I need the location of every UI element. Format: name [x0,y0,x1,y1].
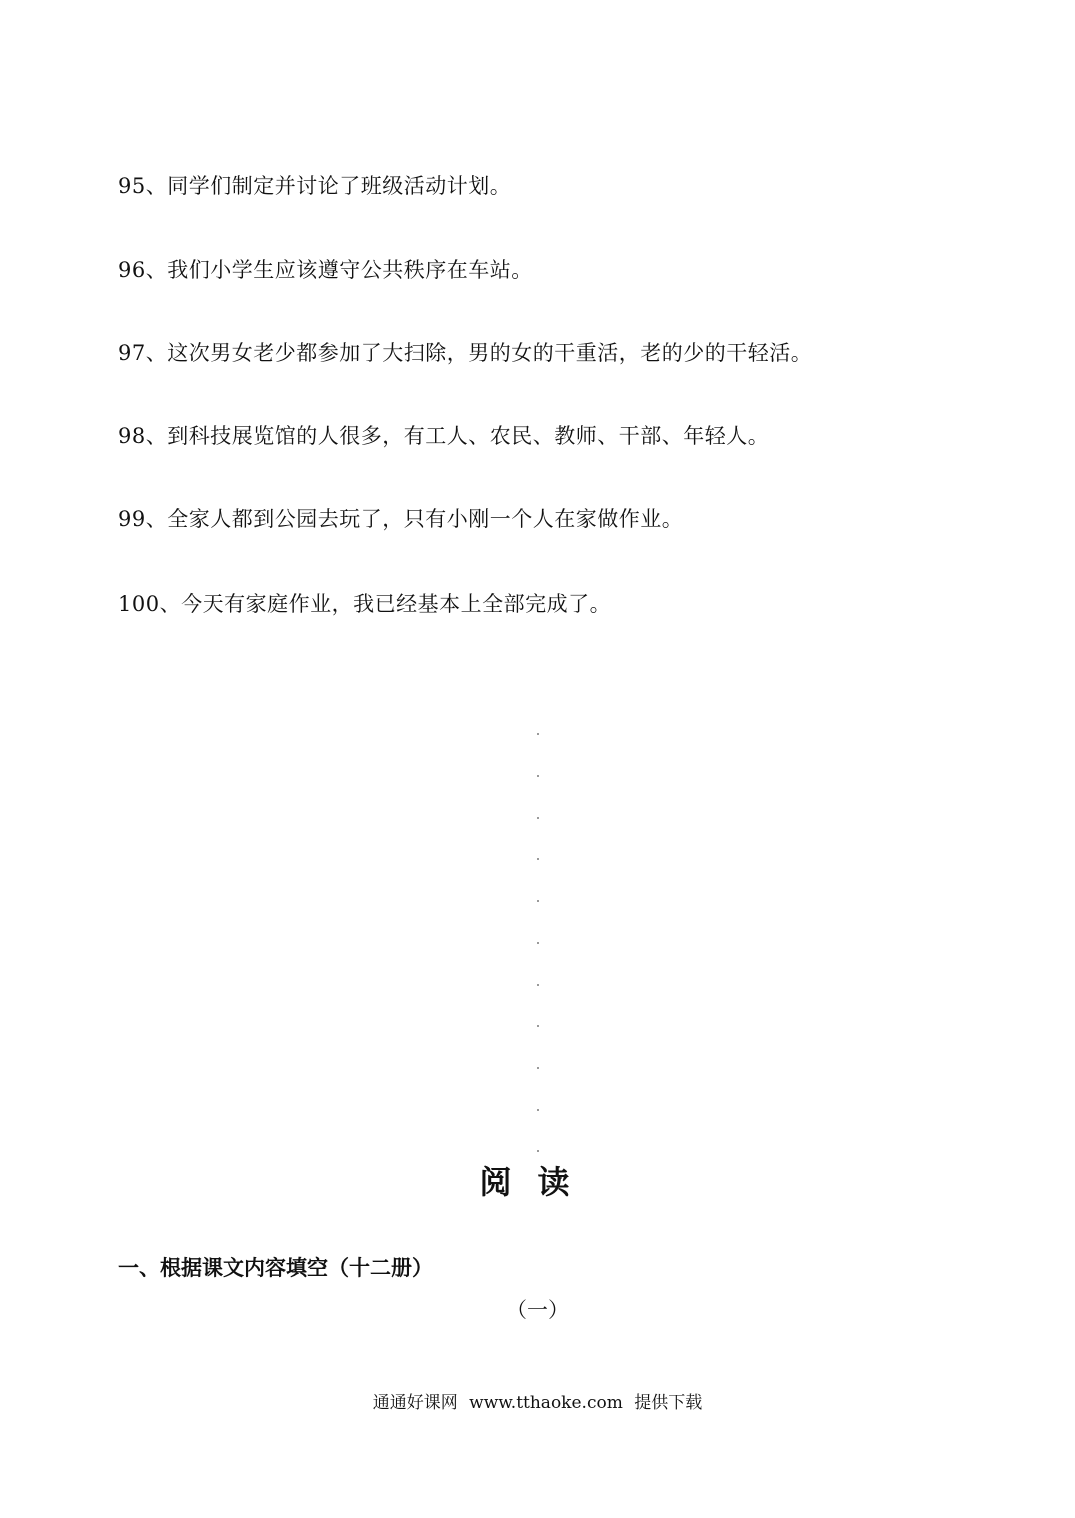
reading-subheading: 一、根据课文内容填空（十二册） [118,1255,433,1280]
sentence-number: 100、 [118,592,182,616]
divider-dot [537,817,539,819]
footer-site-name: 通通好课网 [372,1393,458,1413]
sentence-96 [118,256,533,284]
sentence-number: 97、 [118,341,168,365]
reading-section-title: 阅读 [479,1163,596,1201]
divider-dot [537,942,539,944]
divider-dot [537,1067,539,1069]
sentence-100 [118,590,611,618]
footer-suffix: 提供下载 [634,1393,703,1413]
sentence-number: 96、 [118,258,168,282]
sentence-number: 99、 [118,507,168,531]
divider-dot [537,984,539,986]
divider-dot [537,1150,539,1152]
divider-dot [537,1109,539,1111]
sentence-text: 我们小学生应该遵守公共秩序在车站。 [167,258,533,282]
divider-dot [537,733,539,735]
sentence-97 [118,339,812,367]
sentence-text: 这次男女老少都参加了大扫除，男的女的干重活，老的少的干轻活。 [167,341,813,365]
page-footer [0,1391,1075,1415]
sentence-text: 同学们制定并讨论了班级活动计划。 [167,174,512,198]
sentence-95 [118,172,511,200]
footer-url: www.tthaoke.com [469,1393,623,1413]
divider-dot [537,900,539,902]
sentence-text: 全家人都到公园去玩了，只有小刚一个人在家做作业。 [167,507,684,531]
sentence-text: 今天有家庭作业，我已经基本上全部完成了。 [181,592,612,616]
sentence-number: 98、 [118,424,168,448]
divider-dot [537,1025,539,1027]
sentence-text: 到科技展览馆的人很多，有工人、农民、教师、干部、年轻人。 [167,424,770,448]
sentence-number: 95、 [118,174,168,198]
divider-dot [537,858,539,860]
sentence-99 [118,505,683,533]
part-label: （一） [506,1298,569,1322]
divider-dot [537,775,539,777]
sentence-98 [118,422,769,450]
